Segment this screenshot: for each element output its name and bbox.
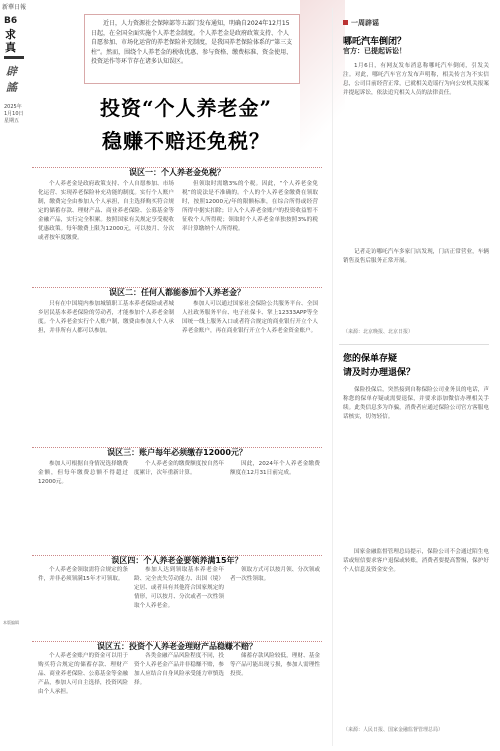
article1-subtitle: 官方：已提起诉讼！ bbox=[343, 47, 406, 55]
lesson1-col2: 但领取时需缴3%的个税。因此，“个人养老金免税”的说法是不准确的。个人的个人养老金缴费在领取时，按照12000元/年的限额标准，在综合所得或经营所得中据实扣除；计入个人养老金账户的投资收益暂不征收个人所得税；领取时个人养老金单独按照3%的税率计算缴纳个人所得税。 bbox=[182, 181, 318, 232]
lesson5-col1: 个人养老金账户的资金可以用于购买符合规定的储蓄存款、理财产品、商业养老保险、公募基金等金融产品，参加人可自主选择，投资风险由个人承担。 bbox=[38, 653, 128, 695]
article2-title-line2: 请及时办理退保？ bbox=[343, 368, 416, 378]
article1-title: 哪吒汽车倒闭？ bbox=[343, 37, 407, 47]
headline-line1: 投资“个人养老金” bbox=[99, 96, 272, 120]
lesson-title-2: 误区二：任何人都能参加个人养老金？ bbox=[104, 288, 250, 297]
column-name: 辟謠 bbox=[6, 65, 17, 94]
lesson-title-3: 误区三：账户每年必须缴存12000元？ bbox=[102, 448, 252, 457]
date-day: 1月10日 bbox=[4, 111, 24, 117]
article1-text1: 1月6日，有网友发布消息称哪吒汽车倒闭，引发关注。对此，哪吒汽车官方发布声明称，相关传言为不实信息，公司目前经营正常，已就相关造谣行为向公安机关报案并提起诉讼，依法追究相关人员的法律责任。 bbox=[343, 63, 489, 96]
article1-text2: 记者走访哪吒汽车多家门店发现，门店正常营业，车辆销售及售后服务正常开展。 bbox=[343, 249, 489, 264]
article2-text1: 保险投保后，突然接到自称保险公司业务员的电话，声称您的保单存疑或需要退保，并要求添加微信办理相关手续。此类信息多为诈骗，消费者应通过保险公司官方客服电话核实，切勿轻信。 bbox=[343, 387, 489, 420]
left-sidebar bbox=[0, 0, 28, 751]
right-panel bbox=[332, 8, 496, 746]
date-block bbox=[4, 104, 24, 125]
lesson5-col3: 储蓄存款风险较低，理财、基金等产品可能出现亏损，参加人需理性投资。 bbox=[230, 653, 320, 677]
headline bbox=[52, 92, 320, 154]
lesson3-col2: 个人养老金的缴费额度按自然年度累计，次年重新计算。 bbox=[134, 461, 224, 476]
lesson4-col1: 个人养老金领取需符合规定的条件，并非必须领满15年才可领取。 bbox=[38, 567, 128, 582]
date-year: 2025年 bbox=[4, 104, 22, 110]
page-number: B6 bbox=[4, 16, 18, 26]
lesson4-col3: 领取方式可以按月领、分次领或者一次性领取。 bbox=[230, 567, 320, 582]
intro-box bbox=[84, 14, 300, 84]
lesson-heading-5 bbox=[32, 634, 322, 651]
lesson2-col1: 只有在中国境内参加城镇职工基本养老保险或者城乡居民基本养老保险的劳动者，才能参加个人养老金制度。个人养老金实行个人账户制，缴费由参加人个人承担，并非所有人都可以参加。 bbox=[38, 301, 174, 334]
article2-text2: 国家金融监督管理总局提示，保险公司不会通过陌生电话或短信要求客户退保或转账，消费者要提高警惕，保护好个人信息及资金安全。 bbox=[343, 549, 489, 573]
lesson4-col2: 参加人达到领取基本养老金年龄、完全丧失劳动能力、出国（境）定居、或者具有其他符合国家规定的情形，可以按月、分次或者一次性领取个人养老金。 bbox=[134, 567, 224, 609]
editor-credit: 本版编辑 bbox=[3, 620, 19, 625]
masthead: 新華日報 bbox=[2, 4, 27, 11]
date-weekday: 星期五 bbox=[4, 118, 20, 124]
article1-source: （来源：北京晚报、北京日报） bbox=[343, 329, 414, 335]
lesson-title-1: 误区一：个人养老金免税？ bbox=[124, 168, 230, 177]
section-name: 求真 bbox=[5, 28, 16, 54]
divider bbox=[4, 56, 24, 59]
lesson-heading-4 bbox=[32, 548, 322, 565]
article2-title-line1: 您的保单存疑 bbox=[343, 354, 398, 364]
panel-tag: 一周辟谣 bbox=[343, 18, 379, 28]
lesson-heading-2 bbox=[32, 280, 322, 297]
lesson2-col2: 参加人可以通过国家社会保险公共服务平台、全国人社政务服务平台、电子社保卡、掌上12333APP等全国统一线上服务入口或者符合规定的商业银行开立个人养老金账户，再在商业银行开立个人养老金资金账户。 bbox=[182, 301, 318, 334]
lesson-heading-1 bbox=[32, 160, 322, 177]
headline-line2: 稳赚不赔还免税？ bbox=[102, 129, 270, 153]
panel-divider bbox=[339, 344, 489, 345]
lesson-title-5: 误区五：投资个人养老金理财产品稳赚不赔？ bbox=[92, 642, 262, 651]
intro-text: 近日，人力资源社会保障部等五部门发布通知，明确自2024年12月15日起，在全国全面实施个人养老金制度。个人养老金是政府政策支持、个人自愿参加、市场化运营的养老保险补充制度，是我国养老保险体系的“第三支柱”。然而，围绕个人养老金的税收优惠、参与资格、缴费标准、资金使用、投资运作等环节存在诸多认知误区。 bbox=[91, 20, 293, 65]
lesson3-col1: 参加人可根据自身情况选择缴费金额，但每年缴费总额不得超过12000元。 bbox=[38, 461, 128, 485]
lesson1-col1: 个人养老金是政府政策支持、个人自愿参加、市场化运营、实现养老保险补充功能的制度。实行个人账户制，缴费完全由参加人个人承担，自主选择购买符合规定的储蓄存款、理财产品、商业养老保险、公募基金等金融产品，实行完全积累。按照国家有关规定享受税收优惠政策。每年缴费上限为12000元，可以按月、分次或者按年度缴费。 bbox=[38, 181, 174, 241]
lesson5-col2: 各类金融产品风险程度不同，投资个人养老金产品并非稳赚不赔，参加人应结合自身风险承受能力审慎选择。 bbox=[134, 653, 224, 686]
lesson-title-4: 误区四：个人养老金要领养满15年？ bbox=[106, 556, 247, 565]
lesson-heading-3 bbox=[32, 440, 322, 457]
lesson3-col3: 因此，2024年个人养老金缴费额度在12月31日前完成。 bbox=[230, 461, 320, 476]
article2-source: （来源：人民日报、国家金融监督管理总局） bbox=[343, 727, 444, 733]
